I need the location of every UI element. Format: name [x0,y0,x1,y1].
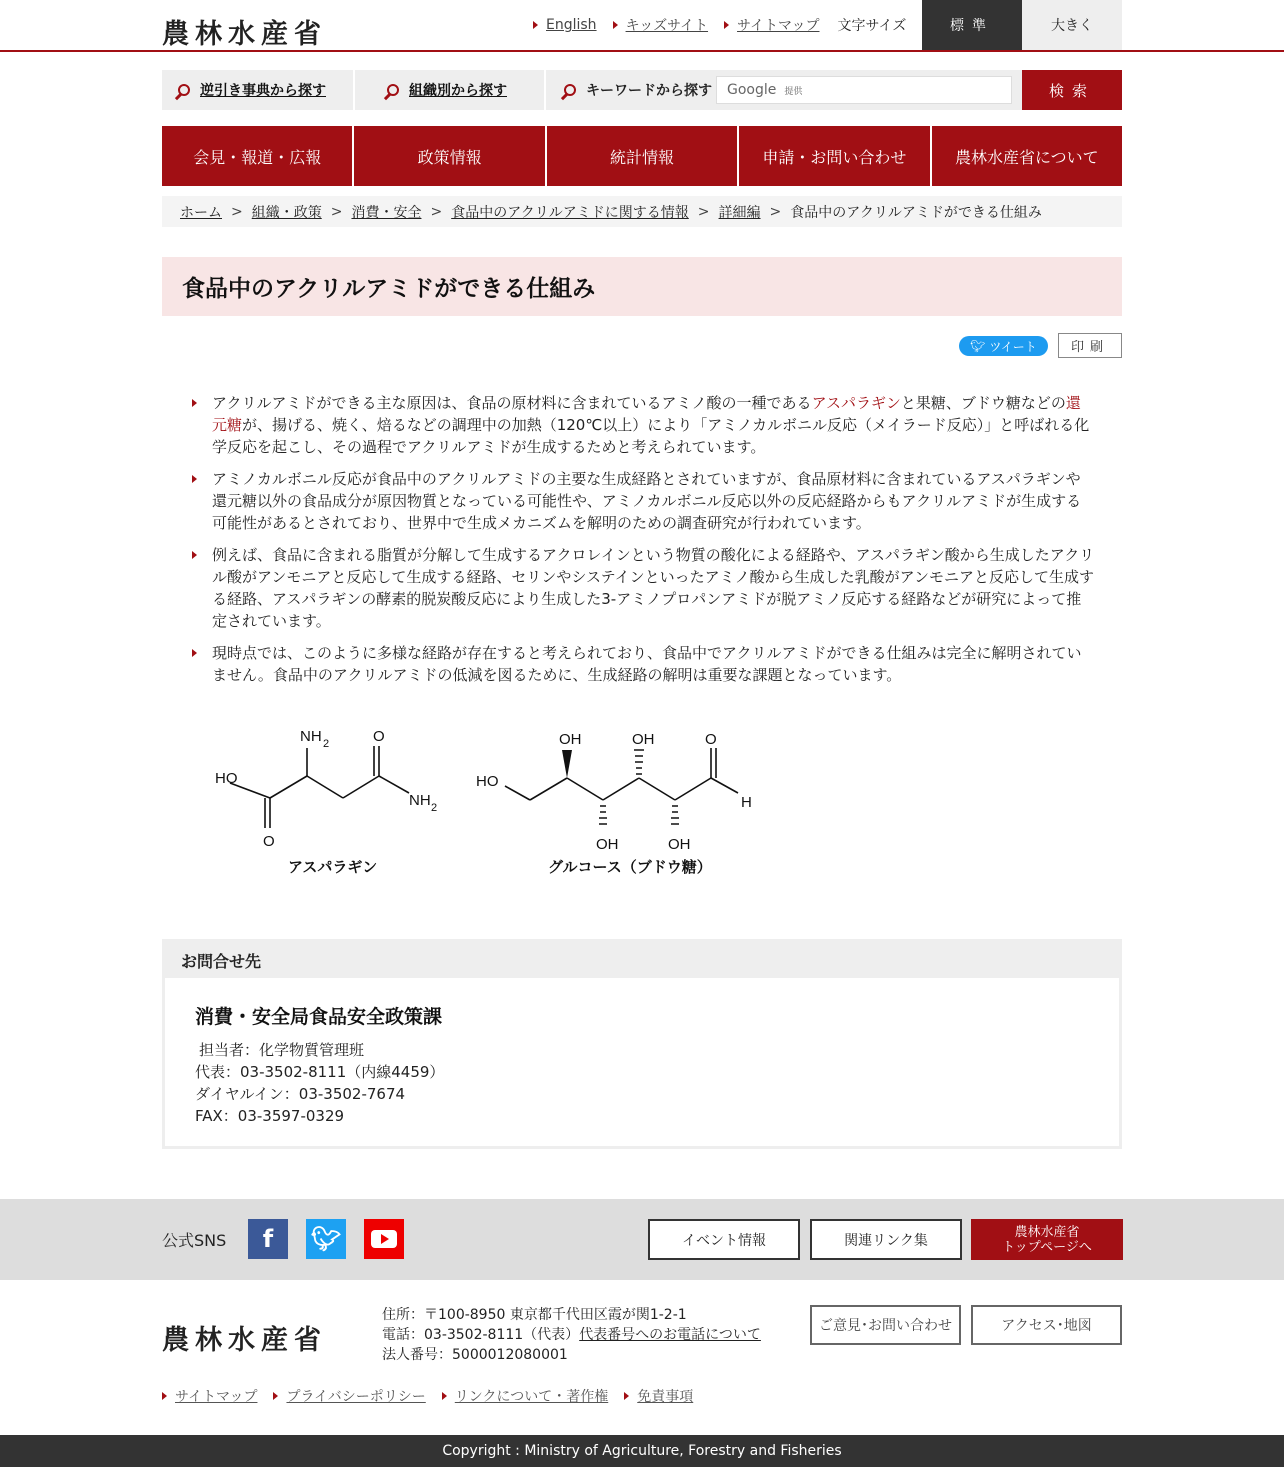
breadcrumb-consumer-safety[interactable]: 消費・安全 [351,204,422,221]
contact-person: 担当者：化学物質管理班 [199,1041,365,1059]
asparagine-term: アスパラギン [811,394,901,412]
events-button[interactable]: イベント情報 [648,1219,800,1260]
search-icon [178,84,190,96]
keyword-label: キーワードから探す [586,83,712,99]
nh2-label: NH [300,728,322,745]
site-header [0,0,1284,52]
glucose-caption: グルコース（ブドウ糖） [548,858,712,876]
twitter-icon[interactable]: 🐦︎ [306,1219,346,1259]
english-link[interactable] [533,17,597,33]
google-brand: Google [727,82,777,98]
youtube-icon[interactable] [364,1219,404,1259]
gnav-about[interactable]: 農林水産省について [932,126,1122,186]
arrow-icon [533,21,538,29]
sitemap-label: サイトマップ [737,18,820,34]
opinion-contact-button[interactable]: ご意見･お問い合わせ [810,1305,961,1345]
tweet-button[interactable] [959,336,1048,356]
breadcrumb [162,196,1122,227]
kids-site-link[interactable] [613,15,708,35]
copyright: Copyright : Ministry of Agriculture, Forestry and Fisheries [0,1435,1284,1467]
list-item: アミノカルボニル反応が食品中のアクリルアミドの主要な生成経路とされていますが、食品原材料に含まれているアスパラギンや還元糖以外の食品成分が原因物質となっている可能性や、アミノカルボニル反応以外の反応経路からもアクリルアミドが生成する可能性があるとされており、世界中で生成メカニズムを解明のための調査研究が行われています。 [190,468,1095,534]
footer-links [162,1386,709,1406]
reducing-sugar-term: 還元糖 [212,394,1081,434]
top-page-label-1: 農林水産省 [1014,1224,1080,1240]
contact-fax: FAX：03-3597-0329 [195,1107,345,1125]
subscript-2: 2 [323,738,330,750]
breadcrumb-home[interactable]: ホーム [180,204,222,221]
breadcrumb-separator: > [697,203,710,220]
footer-address [382,1305,761,1365]
oh-label: OH [596,836,619,853]
breadcrumb-separator: > [330,203,343,220]
contact-details [195,1039,444,1127]
related-links-button[interactable]: 関連リンク集 [810,1219,962,1260]
search-icon [564,84,576,96]
breadcrumb-separator: > [231,203,243,220]
search-icon [387,84,399,96]
gnav-policy[interactable]: 政策情報 [354,126,544,186]
list-item: 現時点では、このように多様な経路が存在すると考えられており、食品中でアクリルアミドができる仕組みは完全に解明されていません。食品中のアクリルアミドの低減を図るために、生成経路の解明は重要な課題となっています。 [190,642,1095,686]
disclaimer-link[interactable] [624,1386,693,1406]
breadcrumb-org[interactable]: 組織・政策 [251,204,322,221]
h-label: H [741,794,752,811]
ho-label: HO [476,773,499,790]
oxygen-label: O [263,833,275,850]
global-nav [162,126,1122,186]
asparagine-caption: アスパラギン [288,858,378,876]
link-label: サイトマップ [175,1389,258,1405]
arrow-icon [442,1392,447,1400]
oh-label: OH [559,731,582,748]
org-search-label: 組織別から探す [409,83,507,99]
oxygen-label: O [705,731,717,748]
facebook-icon[interactable]: f [248,1219,288,1259]
sitemap-link[interactable] [724,15,819,35]
contact-heading: お問合せ先 [165,942,1119,978]
kids-label: キッズサイト [625,18,709,34]
privacy-policy-link[interactable] [273,1386,425,1406]
address: 住所：〒100-8950 東京都千代田区霞が関1-2-1 [382,1307,687,1323]
content-list [190,392,1095,696]
english-label: English [546,17,597,33]
arrow-icon [162,1392,167,1400]
page-title: 食品中のアクリルアミドができる仕組み [162,257,1122,316]
gnav-applications[interactable]: 申請・お問い合わせ [739,126,929,186]
subscript-2: 2 [431,802,438,814]
access-map-button[interactable]: アクセス･地図 [971,1305,1122,1345]
print-button[interactable]: 印刷 [1058,333,1122,358]
contact-main-phone: 代表：03-3502-8111（内線4459） [195,1063,445,1081]
list-item: 例えば、食品に含まれる脂質が分解して生成するアクロレインという物質の酸化による経路や、アスパラギン酸から生成したアクリル酸がアンモニアと反応して生成する経路、セリンやシステインといったアミノ酸から生成した乳酸がアンモニアと反応して生成する経路、アスパラギンの酵素的脱炭酸反応により生成した3-アミノプロパンアミドが脱アミノ反応する経路などが研究によって推定されています。 [190,544,1095,632]
utility-nav [533,0,906,50]
top-page-button[interactable] [971,1219,1123,1260]
reverse-index-search[interactable] [162,70,353,110]
phone-line [382,1325,761,1345]
phone: 電話：03-3502-8111（代表） [382,1327,580,1343]
text: が、揚げる、焼く、焙るなどの調理中の加熱（120℃以上）により「アミノカルボニル反応（メイラード反応）」と呼ばれる化学反応を起こし、その過程でアクリルアミドが生成するためと考えられています。 [212,416,1090,456]
sns-label: 公式SNS [162,1231,227,1250]
search-input[interactable] [716,76,1012,104]
reverse-index-label: 逆引き事典から探す [200,83,326,99]
contact-department: 消費・安全局食品安全政策課 [195,1006,443,1028]
breadcrumb-separator: > [430,203,443,220]
corporate-number: 法人番号：5000012080001 [382,1347,568,1363]
font-size-label: 文字サイズ [837,18,907,34]
breadcrumb-acrylamide[interactable]: 食品中のアクリルアミドに関する情報 [451,204,689,221]
link-label: 免責事項 [637,1389,694,1405]
arrow-icon [613,21,618,29]
footer-sitemap-link[interactable] [162,1386,257,1406]
org-search[interactable] [355,70,544,110]
oh-label: OH [668,836,691,853]
search-button[interactable]: 検索 [1022,70,1122,110]
tweet-label: ツイート [989,339,1037,354]
breadcrumb-current: 食品中のアクリルアミドができる仕組み [790,204,1042,221]
contact-box [162,939,1122,1149]
nh2-label: NH [409,792,431,809]
ho-label: HO [215,770,238,787]
oh-label: OH [632,731,655,748]
breadcrumb-details[interactable]: 詳細編 [718,204,761,221]
arrow-icon [273,1392,278,1400]
copyright-link[interactable] [442,1386,608,1406]
site-logo[interactable]: 農林水産省 [162,19,327,50]
font-large-button[interactable]: 大きく [1022,0,1122,50]
list-item [190,392,1095,458]
footer-logo[interactable]: 農林水産省 [162,1325,327,1356]
text: と果糖、ブドウ糖などの [900,394,1066,412]
font-standard-button[interactable]: 標準 [922,0,1022,50]
gnav-press[interactable]: 会見・報道・広報 [162,126,352,186]
oxygen-label: O [373,728,385,745]
contact-dial-in: ダイヤルイン：03-3502-7674 [195,1085,406,1103]
gnav-statistics[interactable]: 統計情報 [547,126,737,186]
link-label: プライバシーポリシー [286,1389,426,1405]
phone-info-link[interactable]: 代表番号へのお電話について [579,1327,761,1343]
link-label: リンクについて・著作権 [454,1389,609,1405]
provided-label: 提供 [784,86,803,97]
arrow-icon [724,21,729,29]
twitter-bird-icon: 🐦︎ [970,339,986,353]
text: アクリルアミドができる主な原因は、食品の原材料に含まれているアミノ酸の一種である [212,394,812,412]
arrow-icon [624,1392,629,1400]
breadcrumb-separator: > [769,203,782,220]
top-page-label-2: トップページへ [1002,1239,1092,1255]
